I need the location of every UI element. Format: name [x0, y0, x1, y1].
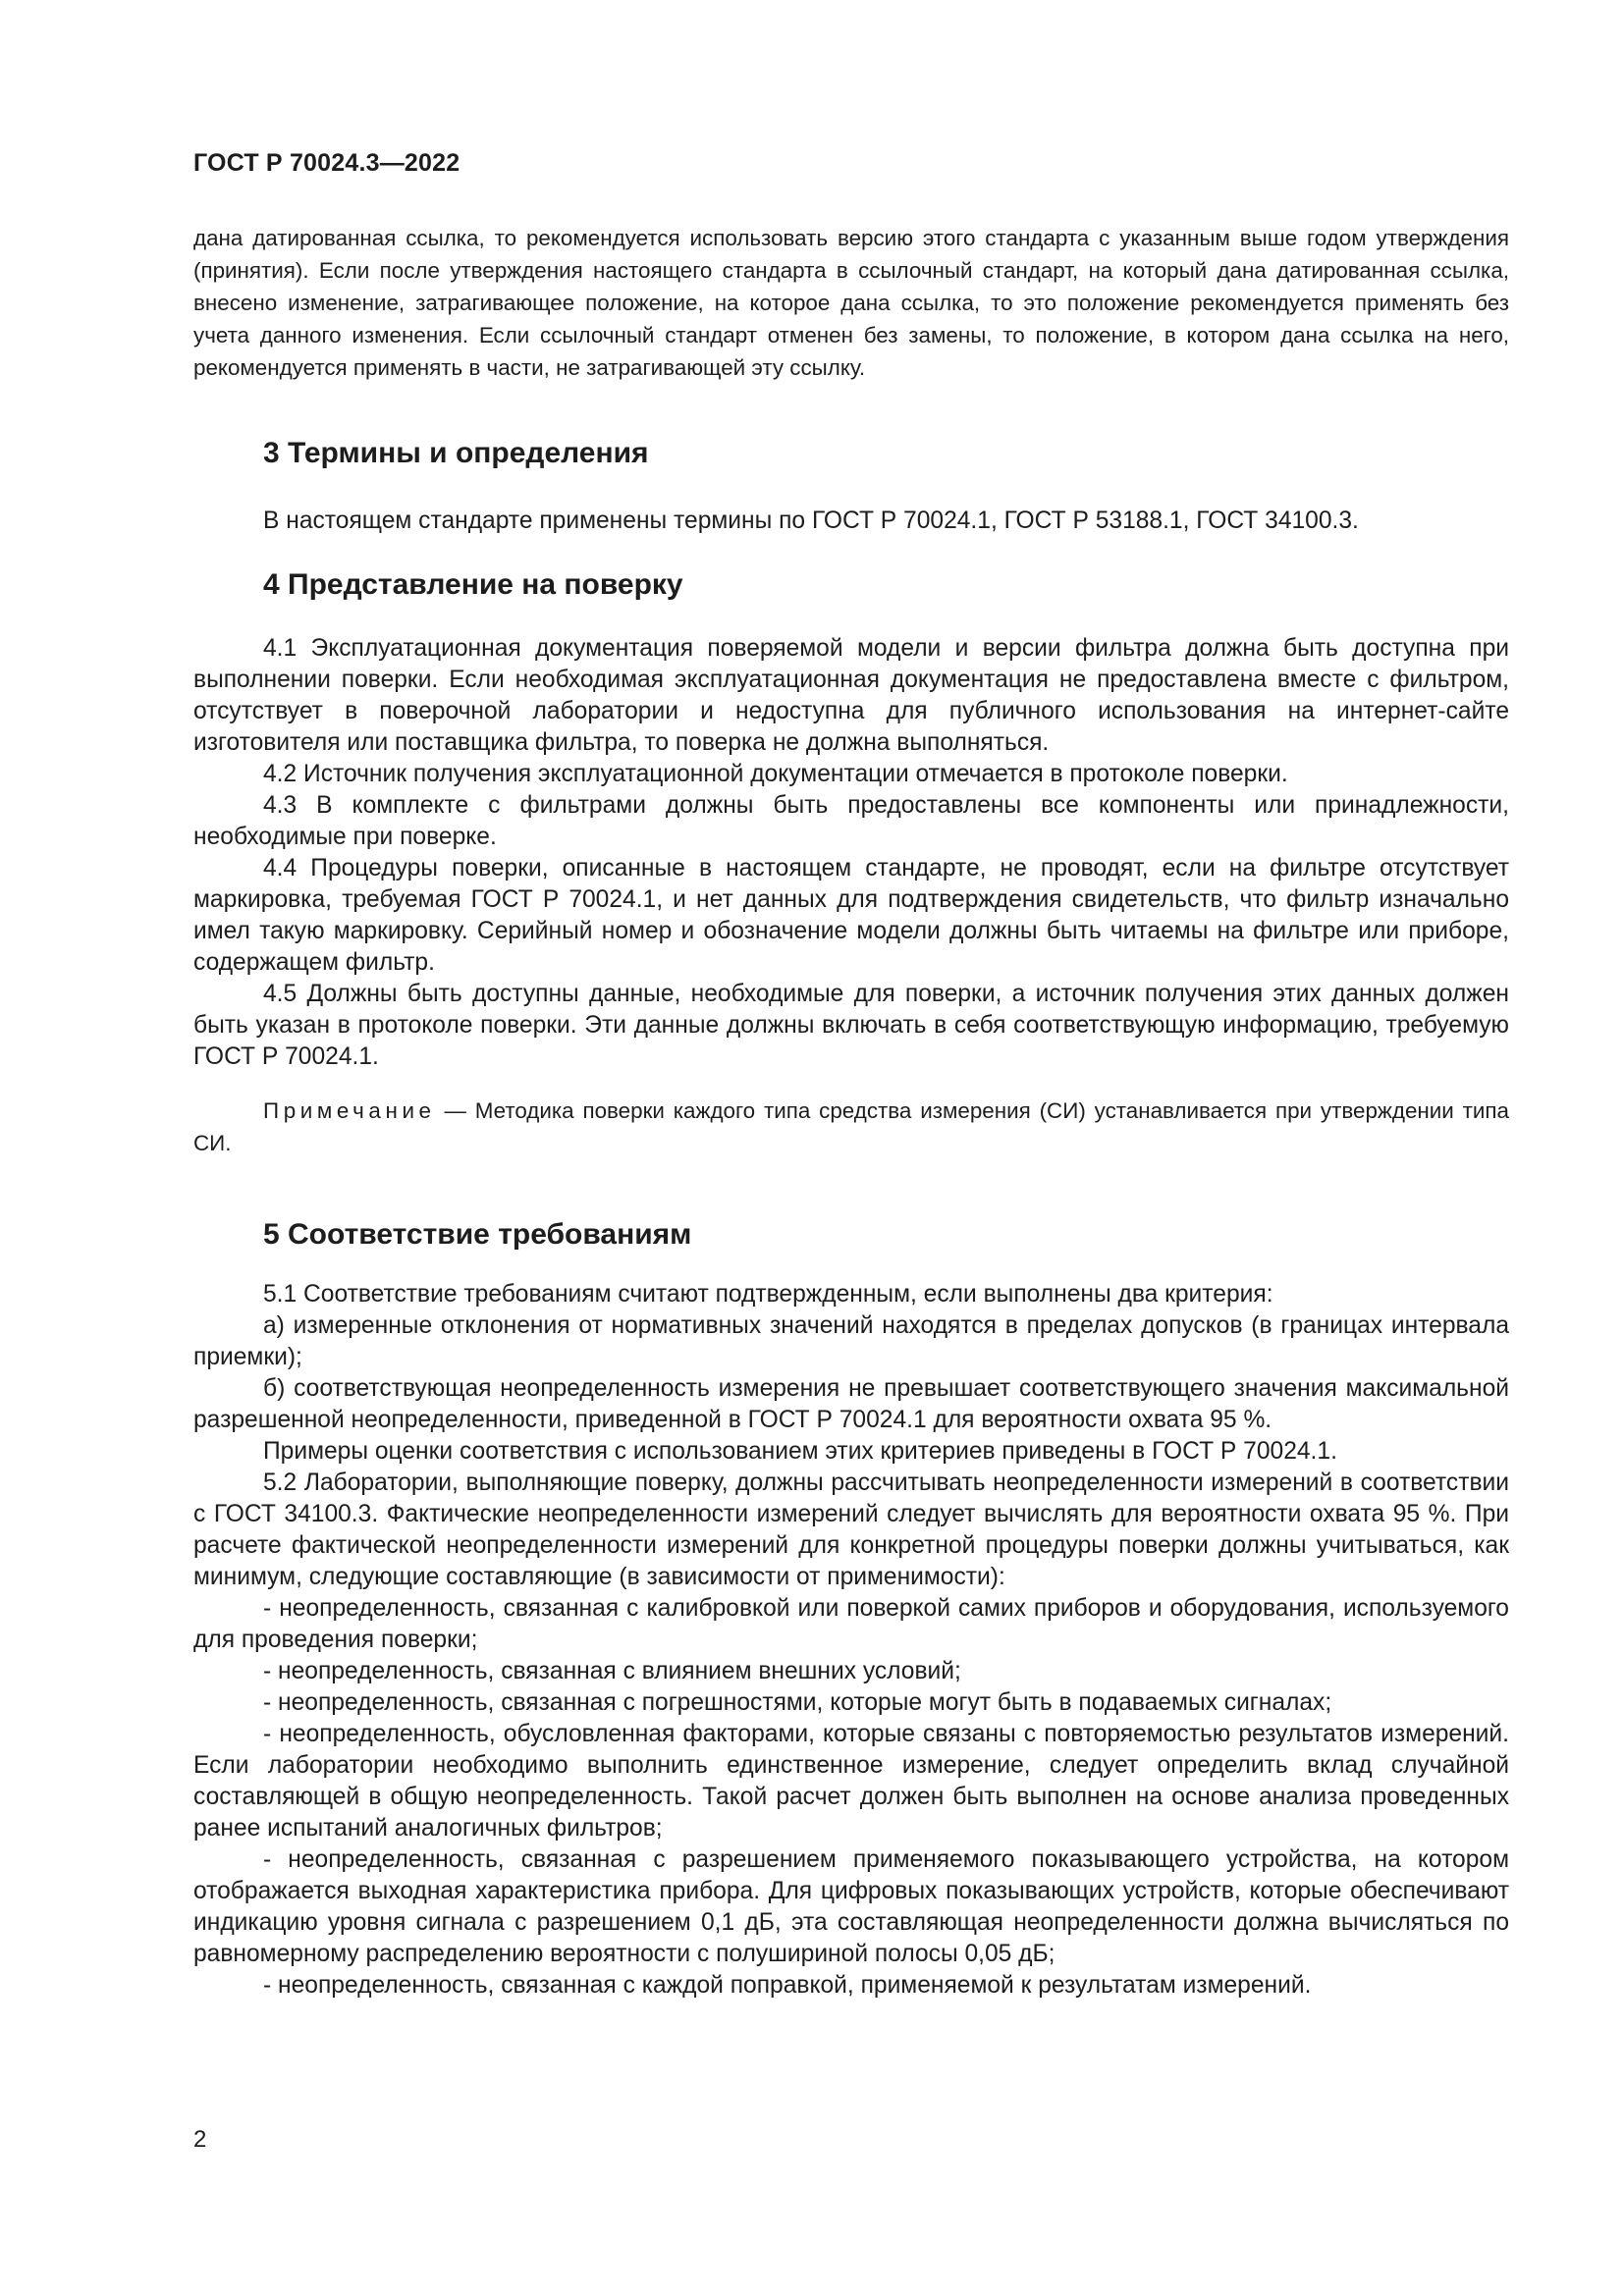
note: [193, 1095, 1509, 1159]
paragraph-4-5: 4.5 Должны быть доступны данные, необходимые для поверки, а источник получения этих данных должен быть указан в протоколе поверки. Эти данные должны включать в себя соответствующую информацию, требуемую ГОСТ Р 70024.1.: [193, 981, 1509, 1070]
list-item-resolution: - неопределенность, связанная с разрешением применяемого показывающего устройства, на котором отображается выходная характеристика прибора. Для цифровых показывающих устройств, которые обеспечивают индикацию уровня сигнала с разрешением 0,1 дБ, эта составляющая неопределенности должна вычисляться по равномерному распределению вероятности с полушириной полосы 0,05 дБ;: [193, 1846, 1509, 1967]
section-3-heading: 3 Термины и определения: [263, 437, 649, 469]
list-item-environment: - неопределенность, связанная с влиянием внешних условий;: [263, 1658, 961, 1684]
paragraph-4-3: 4.3 В комплекте с фильтрами должны быть предоставлены все компоненты или принадлежности, необходимые при поверке.: [193, 792, 1509, 850]
list-item-corrections: - неопределенность, связанная с каждой поправкой, применяемой к результатам измерений.: [263, 1972, 1312, 1999]
intro-paragraph: дана датированная ссылка, то рекомендуется использовать версию этого стандарта с указанным выше годом утверждения (принятия). Если после утверждения настоящего стандарта в ссылочный стандарт, на который дана датированная ссылка, внесено изменение, затрагивающее положение, на которое дана ссылка, то это положение рекомендуется применять без учета данного изменения. Если ссылочный стандарт отменен без замены, то положение, в котором дана ссылка на него, рекомендуется применять в части, не затрагивающей эту ссылку.: [193, 226, 1509, 380]
criterion-b: б) соответствующая неопределенность измерения не превышает соответствующего значения максимальной разрешенной неопределенности, приведенной в ГОСТ Р 70024.1 для вероятности охвата 95 %.: [193, 1375, 1509, 1433]
paragraph-4-1: 4.1 Эксплуатационная документация поверяемой модели и версии фильтра должна быть доступна при выполнении поверки. Если необходимая эксплуатационная документация не предоставлена вместе с фильтром, отсутствует в поверочной лаборатории и недоступна для публичного использования на интернет-сайте изготовителя или поставщика фильтра, то поверка не должна выполняться.: [193, 635, 1509, 756]
paragraph-5-2: 5.2 Лаборатории, выполняющие поверку, должны рассчитывать неопределенности измерений в соответствии с ГОСТ 34100.3. Фактические неопределенности измерений следует вычислять для вероятности охвата 95 %. При расчете фактической неопределенности измерений для конкретной процедуры поверки должны учитываться, как минимум, следующие составляющие (в зависимости от применимости):: [193, 1469, 1509, 1590]
document-code: ГОСТ Р 70024.3—2022: [193, 149, 460, 177]
document-body: [193, 222, 1509, 2002]
section-3-text: В настоящем стандарте применены термины по ГОСТ Р 70024.1, ГОСТ Р 53188.1, ГОСТ 34100.3.: [263, 507, 1359, 534]
note-label: Примечание: [263, 1098, 436, 1123]
criterion-a: а) измеренные отклонения от нормативных значений находятся в пределах допусков (в границах интервала приемки);: [193, 1312, 1509, 1370]
page-number: 2: [193, 2126, 207, 2153]
list-item-repeatability: - неопределенность, обусловленная факторами, которые связаны с повторяемостью результатов измерений. Если лаборатории необходимо выполнить единственное измерение, следует определить вклад случайной составляющей в общую неопределенность. Такой расчет должен быть выполнен на основе анализа проведенных ранее испытаний аналогичных фильтров;: [193, 1721, 1509, 1842]
section-4-heading: 4 Представление на поверку: [263, 568, 683, 601]
note-text: — Методика поверки каждого типа средства измерения (СИ) устанавливается при утверждении типа СИ.: [193, 1098, 1509, 1155]
paragraph-4-4: 4.4 Процедуры поверки, описанные в настоящем стандарте, не проводят, если на фильтре отсутствует маркировка, требуемая ГОСТ Р 70024.1, и нет данных для подтверждения свидетельств, что фильтр изначально имел такую маркировку. Серийный номер и обозначение модели должны быть читаемы на фильтре или приборе, содержащем фильтр.: [193, 855, 1509, 976]
paragraph-5-1: 5.1 Соответствие требованиям считают подтвержденным, если выполнены два критерия:: [263, 1281, 1273, 1308]
examples-paragraph: Примеры оценки соответствия с использованием этих критериев приведены в ГОСТ Р 70024.1.: [263, 1438, 1337, 1465]
list-item-signal-errors: - неопределенность, связанная с погрешностями, которые могут быть в подаваемых сигналах;: [263, 1689, 1332, 1716]
list-item-calibration: - неопределенность, связанная с калибровкой или поверкой самих приборов и оборудования, используемого для проведения поверки;: [193, 1595, 1509, 1653]
section-5-heading: 5 Соответствие требованиям: [263, 1218, 692, 1251]
paragraph-4-2: 4.2 Источник получения эксплуатационной документации отмечается в протоколе поверки.: [263, 761, 1288, 787]
